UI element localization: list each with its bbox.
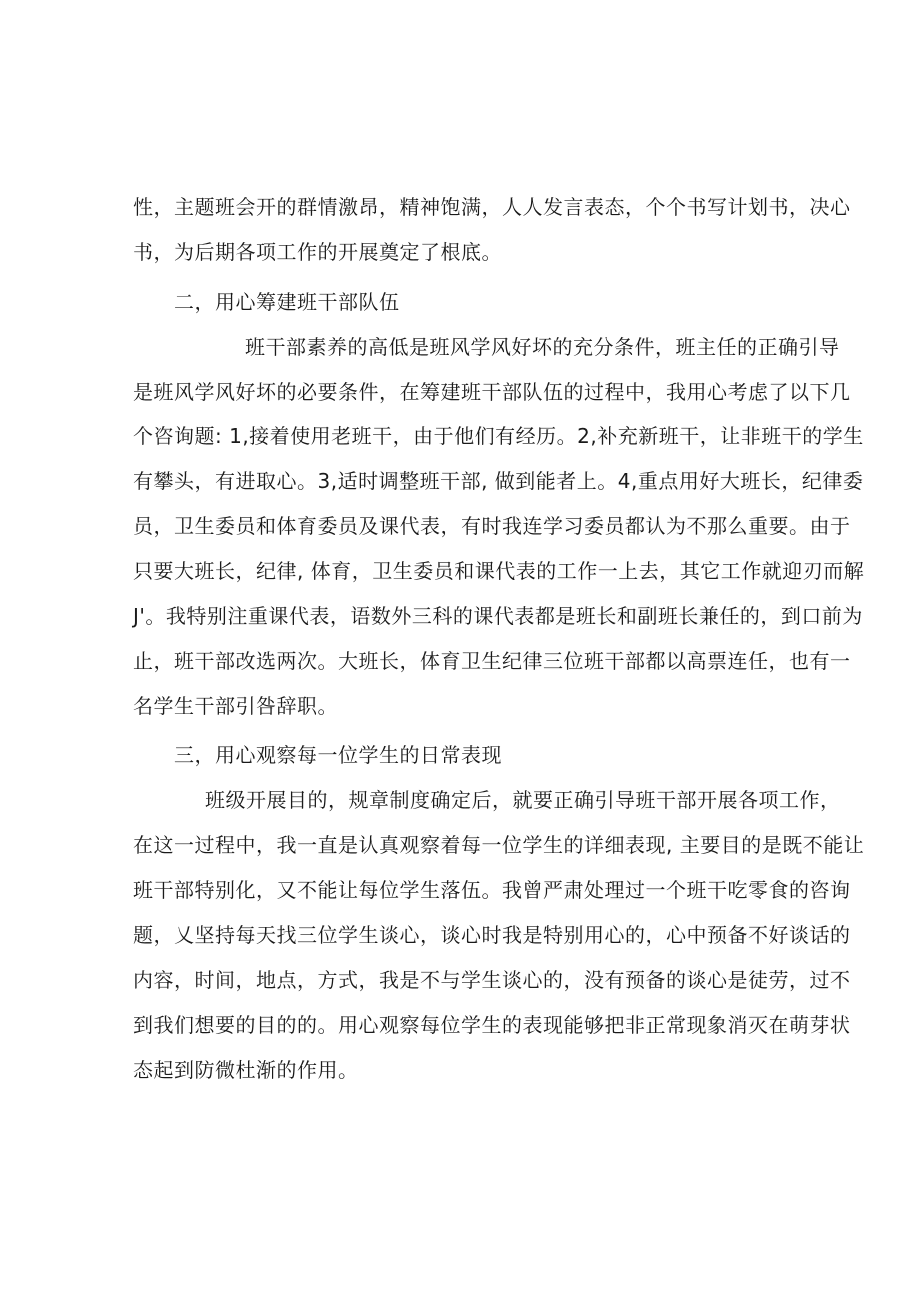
- paragraph-line: 名学生干部引咎辞职。: [133, 694, 338, 718]
- paragraph-line: 员，卫生委员和体育委员及课代表，有时我连学习委员都认为不那么重要。由于: [133, 514, 851, 538]
- paragraph-line: 止，班干部改选两次。大班长，体育卫生纪律三位班干部都以高票连任，也有一: [133, 649, 851, 673]
- paragraph-line: 有攀头，有进取心。3,适时调整班干部, 做到能者上。4,重点用好大班长，纪律委: [133, 469, 864, 493]
- paragraph-line: 到我们想要的目的的。用心观察每位学生的表现能够把非正常现象消灭在萌芽状: [133, 1013, 851, 1037]
- paragraph-line: 个咨询题: 1,接着使用老班干，由于他们有经历。2,补充新班干，让非班干的学生: [133, 424, 864, 448]
- paragraph-line: 书，为后期各项工作的开展奠定了根底。: [133, 240, 502, 264]
- paragraph-line: 题，乂坚持每天找三位学生谈心，谈心时我是特别用心的，心中预备不好谈话的: [133, 923, 851, 947]
- paragraph-line: 是班风学风好坏的必要条件，在筹建班干部队伍的过程中，我用心考虑了以下几: [133, 380, 851, 404]
- paragraph-line: 班干部素养的高低是班风学风好坏的充分条件，班主任的正确引导: [245, 335, 840, 359]
- paragraph-line: 只要大班长，纪律, 体育，卫生委员和课代表的工作一上去，其它工作就迎刃而解: [133, 559, 865, 583]
- paragraph-line: 在这一过程中，我一直是认真观察着每一位学生的详细表现, 主要目的是既不能让: [133, 833, 865, 857]
- paragraph-line: 班级开展目的，规章制度确定后，就要正确引导班干部开展各项工作，: [205, 788, 841, 812]
- section-heading: 三，用心观察每一位学生的日常表现: [174, 743, 502, 767]
- section-heading: 二，用心筹建班干部队伍: [174, 290, 400, 314]
- paragraph-line: 态起到防微杜渐的作用。: [133, 1058, 359, 1082]
- paragraph-line: J'。我特别注重课代表，语数外三科的课代表都是班长和副班长兼任的，到口前为: [133, 604, 863, 628]
- paragraph-line: 内容，时间，地点，方式，我是不与学生谈心的，没有预备的谈心是徒劳，过不: [133, 968, 851, 992]
- paragraph-line: 性，主题班会开的群情激昂，精神饱满，人人发言表态，个个书写计划书，决心: [133, 195, 851, 219]
- paragraph-line: 班干部特别化，又不能让每位学生落伍。我曾严肃处理过一个班干吃零食的咨询: [133, 878, 851, 902]
